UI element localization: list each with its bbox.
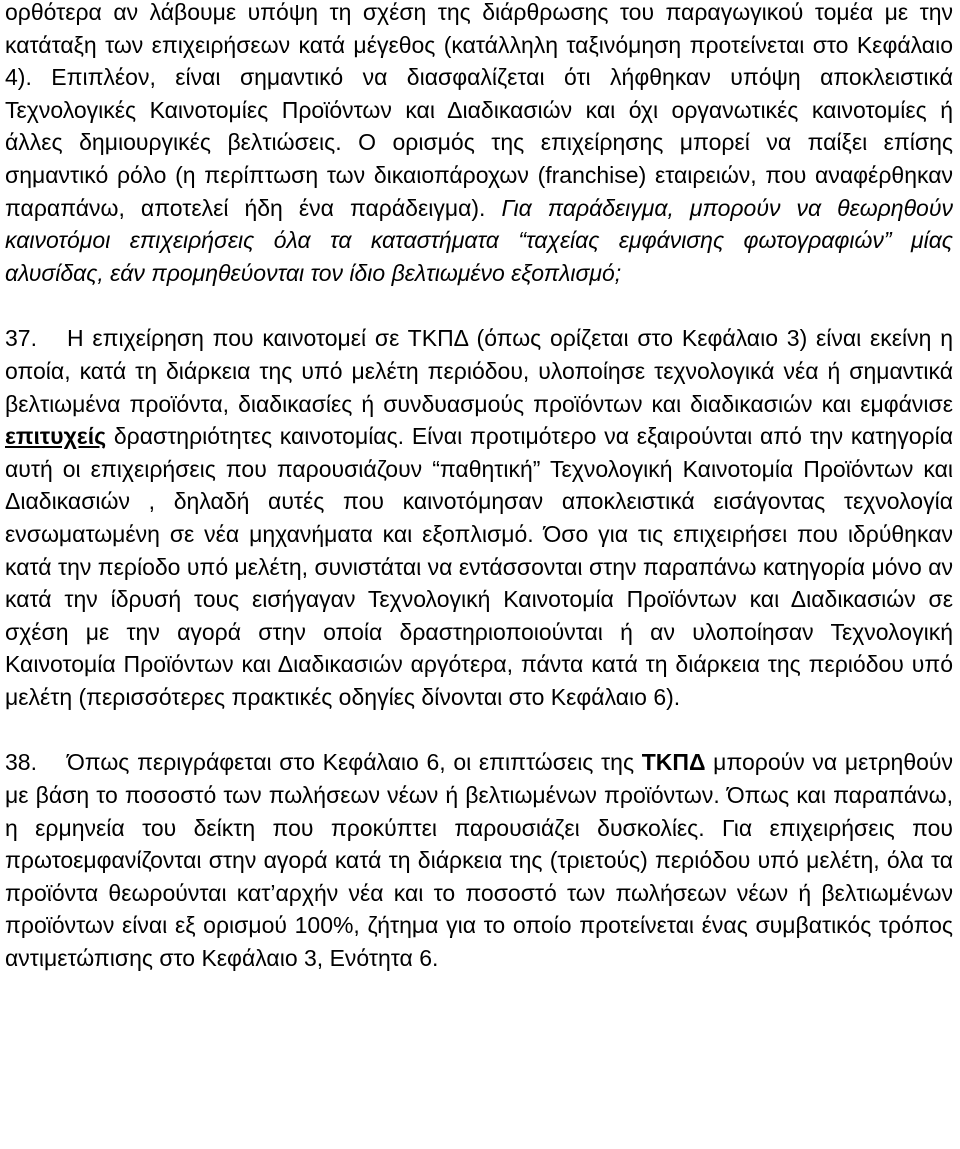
emphasis-text: ΤΚΠΔ (641, 749, 706, 776)
paragraph-text: Η επιχείρηση που καινοτομεί σε ΤΚΠΔ (όπως ορίζεται στο Κεφάλαιο 3) είναι εκείνη η οποία, κατά τη διάρκεια της υπό μελέτη περιόδου, υλοποίησε τεχνολογικά νέα ή σημαντικά βελτιωμένα προϊόντα, διαδικασίες ή συνδυασμούς προϊόντων και διαδικασιών και εμφάνισε (5, 325, 953, 417)
paragraph-continuation (5, 0, 953, 289)
emphasis-text: επιτυχείς (5, 423, 107, 450)
paragraph-text: μπορούν να μετρηθούν με βάση το ποσοστό των πωλήσεων νέων ή βελτιωμένων προϊόντων. Όπως και παραπάνω, η ερμηνεία του δείκτη που προκύπτει παρουσιάζει δυσκολίες. Για επιχειρήσεις που πρωτοεμφανίζονται στην αγορά κατά τη διάρκεια της (τριετούς) περιόδου υπό μελέτη, όλα τα προϊόντα θεωρούνται κατ’αρχήν νέα και το ποσοστό των πωλήσεων νέων ή βελτιωμένων προϊόντων είναι εξ ορισμού 100%, ζήτημα για το οποίο προτείνεται ένας συμβατικός τρόπος αντιμετώπισης στο Κεφάλαιο 3, Ενότητα 6. (5, 749, 953, 972)
paragraph-number: 38. (5, 749, 37, 776)
paragraph-text: δραστηριότητες καινοτομίας. Είναι προτιμότερο να εξαιρούνται από την κατηγορία αυτή οι επιχειρήσεις που παρουσιάζουν “παθητική” Τεχνολογική Καινοτομία Προϊόντων και Διαδικασιών , δηλαδή αυτές που καινοτόμησαν αποκλειστικά εισάγοντας τεχνολογία ενσωματωμένη σε νέα μηχανήματα και εξοπλισμό. Όσο για τις επιχειρήσει που ιδρύθηκαν κατά την περίοδο υπό μελέτη, συνιστάται να εντάσσονται στην παραπάνω κατηγορία μόνο αν κατά την ίδρυσή τους εισήγαγαν Τεχνολογική Καινοτομία Προϊόντων και Διαδικασιών σε σχέση με την αγορά στην οποία δραστηριοποιούνται ή αν υλοποίησαν Τεχνολογική Καινοτομία Προϊόντων και Διαδικασιών αργότερα, πάντα κατά τη διάρκεια της περιόδου υπό μελέτη (περισσότερες πρακτικές οδηγίες δίνονται στο Κεφάλαιο 6). (5, 423, 953, 710)
paragraph-number: 37. (5, 325, 37, 352)
paragraph-italic-example: Για παράδειγμα, μπορούν να θεωρηθούν καινοτόμοι επιχειρήσεις όλα τα καταστήματα “ταχείας εμφάνισης φωτογραφιών” μίας αλυσίδας, εάν προμηθεύονται τον ίδιο βελτιωμένο εξοπλισμό; (5, 194, 953, 286)
paragraph-38 (5, 746, 953, 974)
paragraph-text: Όπως περιγράφεται στο Κεφάλαιο 6, οι επιπτώσεις της (67, 749, 642, 776)
paragraph-37 (5, 322, 953, 713)
document-page (5, 0, 953, 975)
paragraph-text: ορθότερα αν λάβουμε υπόψη τη σχέση της διάρθρωσης του παραγωγικού τομέα με την κατάταξη των επιχειρήσεων κατά μέγεθος (κατάλληλη ταξινόμηση προτείνεται στο Κεφάλαιο 4). Επιπλέον, είναι σημαντικό να διασφαλίζεται ότι λήφθηκαν υπόψη αποκλειστικά Τεχνολογικές Καινοτομίες Προϊόντων και Διαδικασιών και όχι οργανωτικές καινοτομίες ή άλλες δημιουργικές βελτιώσεις. Ο ορισμός της επιχείρησης μπορεί να παίξει επίσης σημαντικό ρόλο (η περίπτωση των δικαιοπάροχων (franchise) εταιρειών, που αναφέρθηκαν παραπάνω, αποτελεί ήδη ένα παράδειγμα). (5, 0, 953, 221)
